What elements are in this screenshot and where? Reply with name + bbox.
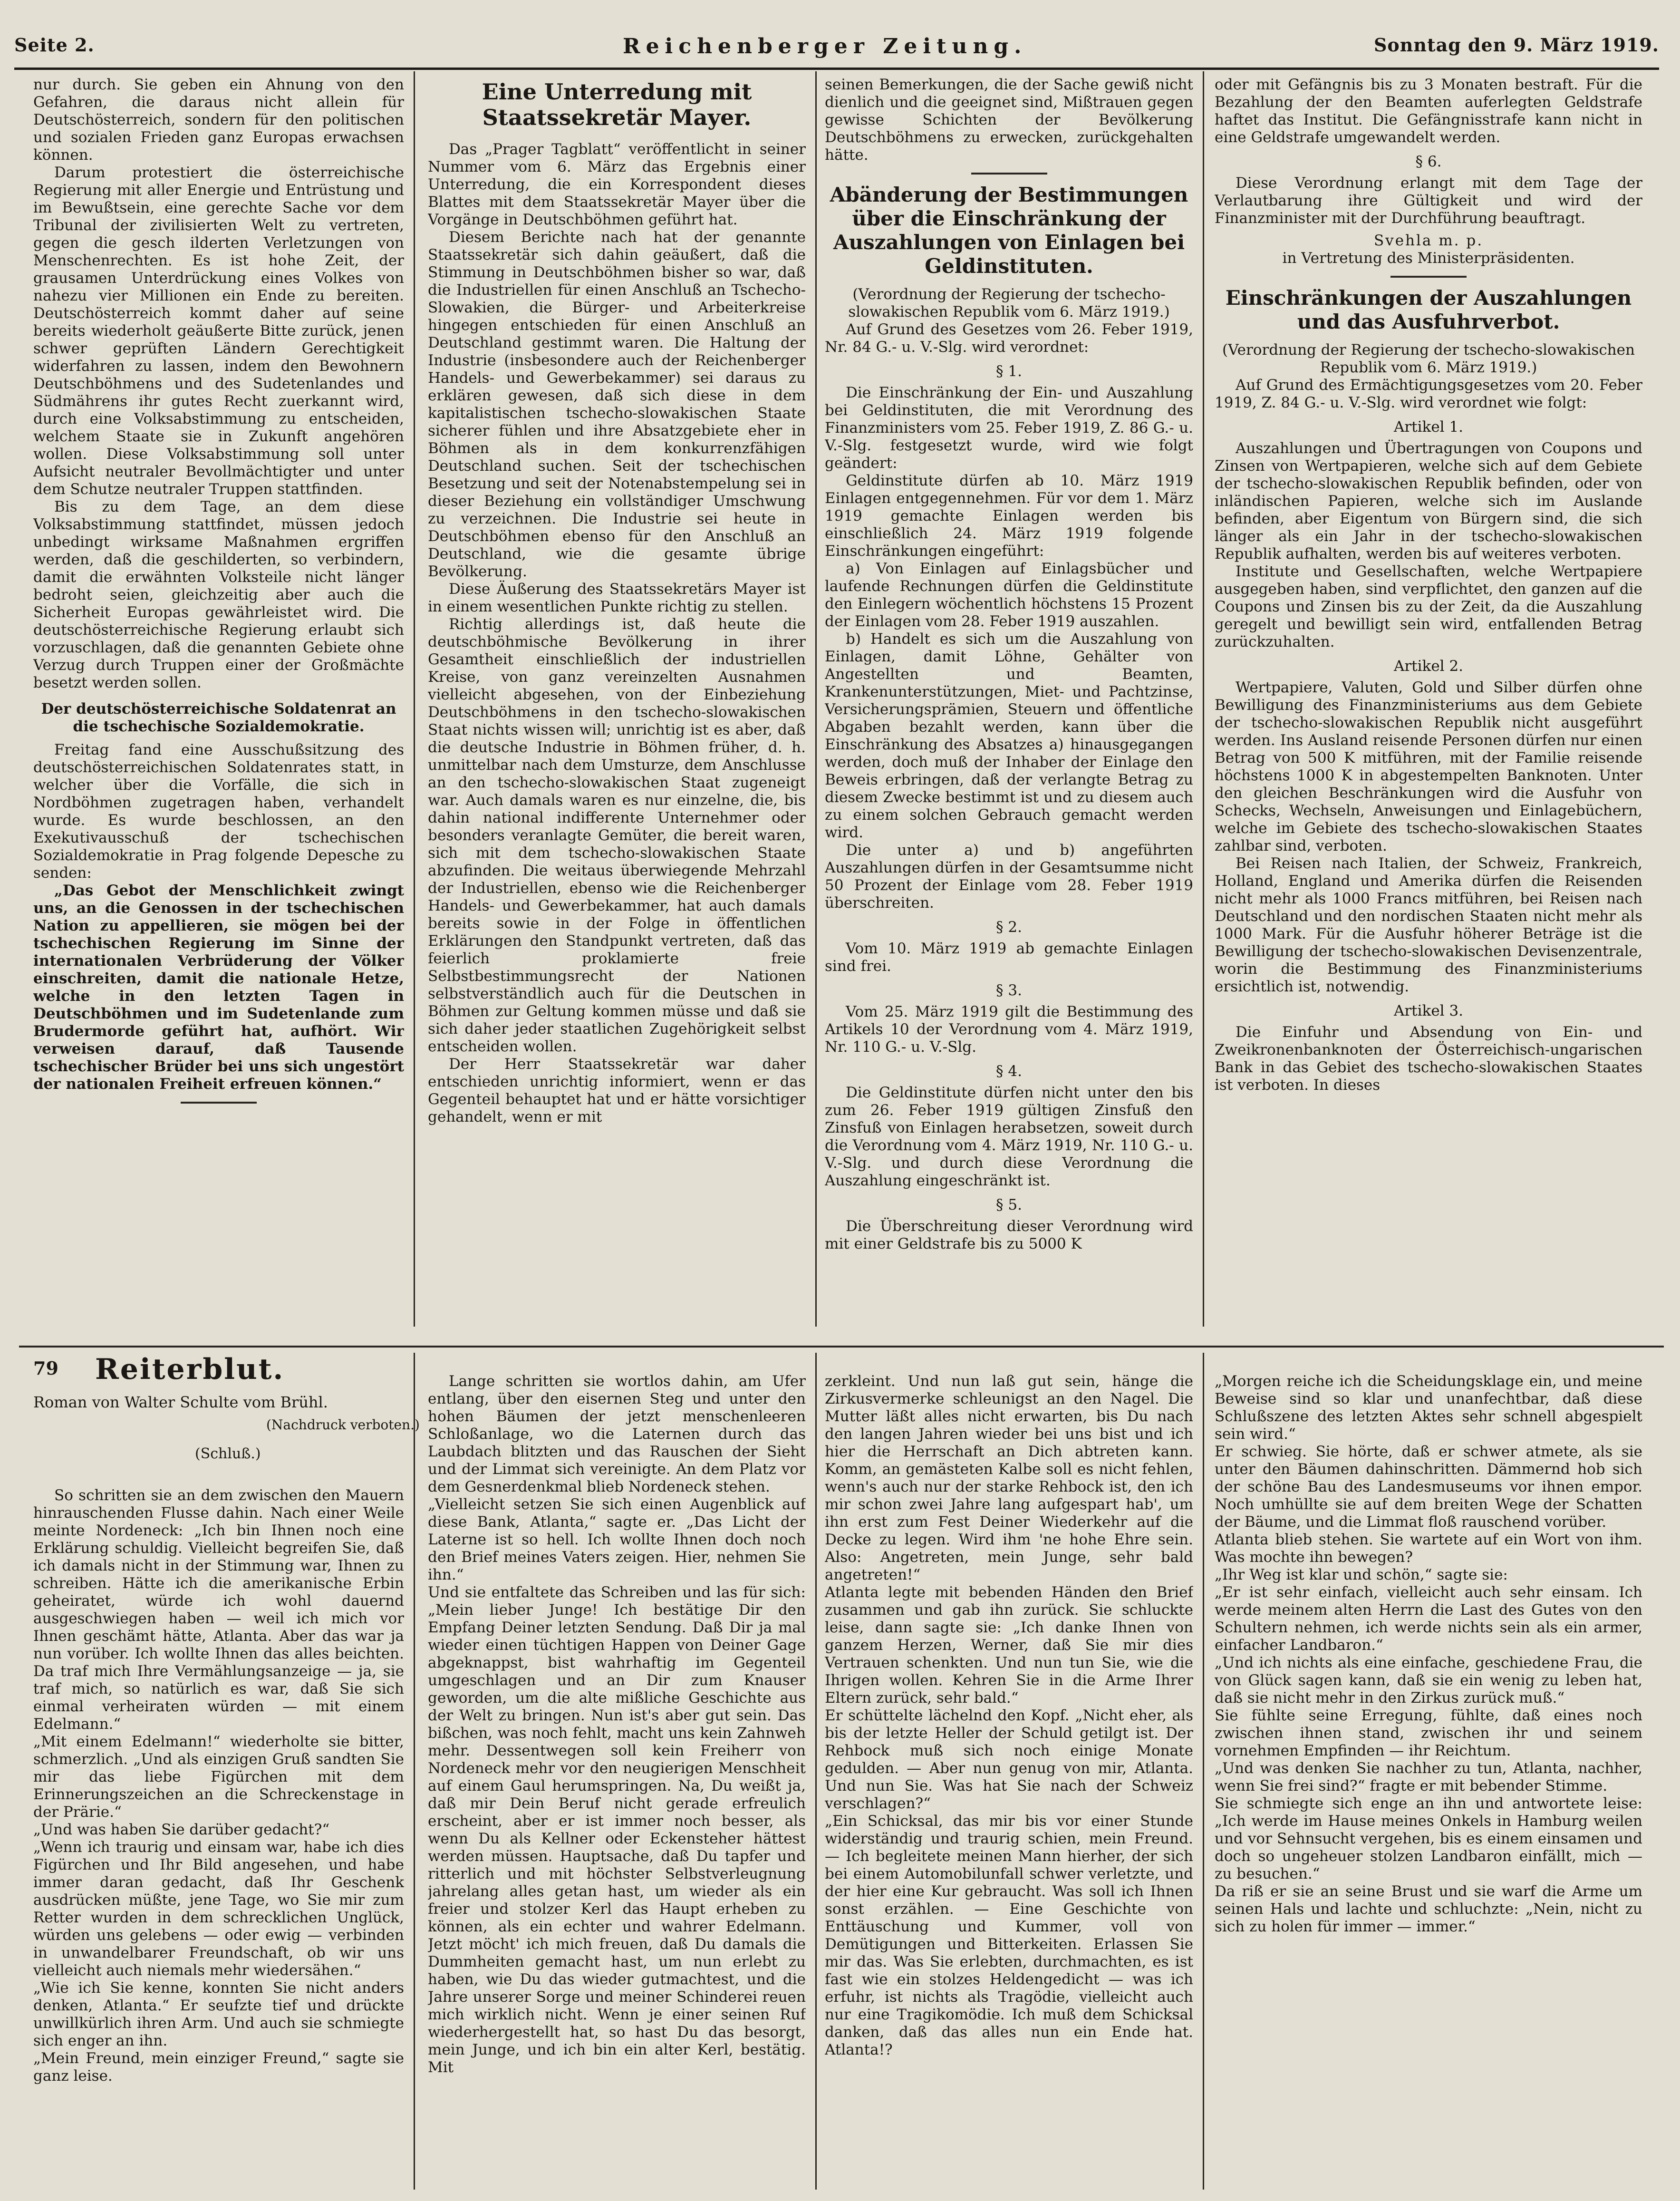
article-text: Diese Verordnung erlangt mit dem Tage der Verlautbarung ihre Gültigkeit und wird der Finanzminister mit der Durchführung beauftragt. [1215,175,1642,227]
article-text: Die Überschreitung dieser Verordnung wird mit einer Geldstrafe bis zu 5000 K [825,1218,1193,1252]
column-4 [1215,76,1642,1327]
article-text: Darum protestiert die österreichische Regierung mit aller Energie und Entrüstung und im Bewußtsein, eine gerechte Sache vor dem Tribunal der zivilisierten Welt zu vertreten, gegen die gesch ilderten Verletzungen von Menschenrechten. Es ist hohe Zeit, der grausamen Unterdrückung eines Volkes von nahezu vier Millionen ein Ende zu bereiten. Deutschösterreich kommt daher auf seine bereits wiederholt geäußerte Bitte zurück, jenen schwer geprüften Ländern Gerechtigkeit widerfahren zu lassen, indem den Bewohnern Deutschböhmens und des Sudetenlandes und Südmährens ihr gutes Recht zuerkannt wird, durch eine Volksabstimmung zu entscheiden, welchem Staate sie in Zukunft angehören wollen. Diese Volksabstimmung soll unter Aufsicht neutraler Bevollmächtigter und unter dem Schutze neutraler Truppen stattfinden. [33,164,404,498]
column-3 [825,76,1193,1327]
article-rule [971,173,1047,175]
column-rule [414,71,415,1327]
article-heading: Abänderung der Bestimmungen über die Einschränkung der Auszahlungen von Einlagen bei Geldinstituten. [830,183,1188,278]
story-author: Roman von Walter Schulte vom Brühl. [33,1393,328,1411]
story-column-3 [825,1355,1193,2192]
article-text: Institute und Gesellschaften, welche Wertpapiere ausgegeben haben, sind verpflichtet, den ganzen auf die Coupons und Zinsen bis zu der Zeit, da die Auszahlung geregelt und bewilligt sein wird, entfallenden Betrag zurückzuhalten. [1215,563,1642,650]
story-title: Reiterblut. [95,1353,285,1386]
article-text: Auszahlungen und Übertragungen von Coupons und Zinsen von Wertpapieren, welche sich auf dem Gebiete der tschecho-slowakischen Republik befinden, oder von inländischen Papieren, welche sich im Auslande befinden, aber Eigentum von Bürgern sind, die sich länger als ein Jahr in der tschecho-slowakischen Republik aufhalten, werden bis auf weiteres verboten. [1215,440,1642,562]
installment-number: 79 [33,1357,58,1379]
story-text: So schritten sie an dem zwischen den Mauern hinrauschenden Flusse dahin. Nach einer Weile meinte Nordeneck: „Ich bin Ihnen noch eine Erklärung schuldig. Vielleicht begreifen Sie, daß ich damals nicht in der Stimmung war, Ihnen zu schreiben. Hätte ich die amerikanische Erbin geheiratet, würde ich wohl dauernd ausgeschwiegen haben — weil ich mich vor Ihnen geschämt hätte, Atlanta. Aber das war ja nun vorüber. Ich wollte Ihnen das alles beichten. Da traf mich Ihre Vermählungsanzeige — ja, sie traf mich, so natürlich es war, daß Sie sich einmal verheiraten würden — mit einem Edelmann.“ „Mit einem Edelmann!“ wiederholte sie bitter, schmerzlich. „Und als einzigen Gruß sandten Sie mir das liebe Figürchen mit dem Erinnerungszeichen an die Schreckenstage in der Prärie.“ „Und was haben Sie darüber gedacht?“ „Wenn ich traurig und einsam war, habe ich dies Figürchen und Ihr Bild angesehen, und habe immer daran gedacht, daß Ihr Geschenk ausdrücken müßte, jene Tage, wo Sie mir zum Retter wurden in dem schrecklichen Unglück, würden uns gelebens — oder ewig — verbinden in unwandelbarer Freundschaft, ob wir uns vielleicht auch niemals mehr wiedersähen.“ „Wie ich Sie kenne, konnten Sie nicht anders denken, Atlanta.“ Er seufzte tief und drückte unwillkürlich ihren Arm. Und auch sie schmiegte sich enger an ihn. „Mein Freund, mein einziger Freund,“ sagte sie ganz leise. [33,1487,404,2085]
story-text: Lange schritten sie wortlos dahin, am Ufer entlang, über den eisernen Steg und unter den hohen Bäumen der jetzt menschenleeren Schloßanlage, wo die Laternen durch das Laubdach blitzten und das Rauschen der Sieht und der Limmat sich vereinigte. An dem Platz vor dem Gesnerdenkmal blieb Nordeneck stehen. „Vielleicht setzen Sie sich einen Augenblick auf diese Bank, Atlanta,“ sagte er. „Das Licht der Laterne ist so hell. Ich wollte Ihnen doch noch den Brief meines Vaters zeigen. Hier, nehmen Sie ihn.“ Und sie entfaltete das Schreiben und las für sich: „Mein lieber Junge! Ich bestätige Dir den Empfang Deiner letzten Sendung. Daß Dir ja mal wieder einen tüchtigen Happen von Deiner Gage abgeknappst, bist wahrhaftig im Gegenteil umgeschlagen und an Dir zum Knauser geworden, um die alte mißliche Geschichte aus der Welt zu bringen. Nun ist's aber gut sein. Das bißchen, was noch fehlt, macht uns kein Zahnweh mehr. Dessentwegen soll kein Freiherr von Nordeneck mehr vor den neugierigen Menschheit auf einem Gaul herumspringen. Na, Du weißt ja, daß mir Dein Beruf nicht gerade erfreulich erscheint, aber er ist immer noch besser, als wenn Du als Kellner oder Eckensteher hättest werden müssen. Hauptsache, daß Du tapfer und ritterlich und mit höchster Selbstverleugnung jahrelang alles getan hast, um wieder als ein freier und stolzer Kerl das Haupt erheben zu können, als ein echter und wahrer Edelmann. Jetzt möcht' ich mich freuen, daß Du damals die Dummheiten gemacht hast, um nun erlebt zu haben, wie Du das wieder gutmachtest, und die Jahre unserer Sorge und meiner Schinderei reuen mich wirklich nicht. Wenn je einer seinen Ruf wiederhergestellt hat, so hast Du das besorgt, mein Junge, und ich bin ein alter Kerl, bestätig. Mit [428,1373,806,2076]
article-heading: Einschränkungen der Auszahlungen und das Ausfuhrverbot. [1225,286,1632,333]
article-text: Geldinstitute dürfen ab 10. März 1919 Einlagen entgegennehmen. Für vor dem 1. März 1919 gemachte Einlagen werden bis einschließlich 24. März 1919 folgende Einschränkungen eingeführt: [825,472,1193,560]
article-number: Artikel 1. [1393,418,1464,436]
article-heading: Eine Unterredung mit Staatssekretär Mayer. [482,79,752,130]
issue-date: Sonntag den 9. März 1919. [1373,34,1659,56]
story-text: „Morgen reiche ich die Scheidungsklage ein, und meine Beweise sind so klar und unanfechtbar, daß diese Schlußszene des letzten Aktes sehr schnell abgespielt sein wird.“ Er schwieg. Sie hörte, daß er schwer atmete, als sie unter den Bäumen dahinschritten. Dämmernd hob sich der schöne Bau des Landesmuseums vor ihnen empor. Noch umhüllte sie auf dem breiten Wege der Schatten der Bäume, und die Limmat floß rauschend vorüber. Atlanta blieb stehen. Sie wartete auf ein Wort von ihm. Was mochte ihn bewegen? „Ihr Weg ist klar und schön,“ sagte sie: „Er ist sehr einfach, vielleicht auch sehr einsam. Ich werde meinem alten Herrn die Last des Gutes von den Schultern nehmen, ich werde nichts sein als ein armer, einfacher Landbaron.“ „Und ich nichts als eine einfache, geschiedene Frau, die von Glück sagen kann, daß sie ein wenig zu leben hat, daß sie nicht mehr in den Zirkus zurück muß.“ Sie fühlte seine Erregung, fühlte, daß eines noch zwischen ihnen stand, zwischen ihr und seinem vornehmen Empfinden — ihr Reichtum. „Und was denken Sie nachher zu tun, Atlanta, nachher, wenn Sie frei sind?“ fragte er mit bebender Stimme. Sie schmiegte sich enge an ihn und antwortete leise: „Ich werde im Hause meines Onkels in Hamburg weilen und vor Sehnsucht vergehen, bis es einem einsamen und doch so ungeheuer stolzen Landbaron einfällt, mich — zu besuchen.“ Da riß er sie an seine Brust und sie warf die Arme um seinen Hals und lachte und schluchzte: „Nein, nicht zu sich zu holen für immer — immer.“ [1215,1373,1642,1935]
article-text: Wertpapiere, Valuten, Gold und Silber dürfen ohne Bewilligung des Finanzministeriums aus dem Gebiete der tschecho-slowakischen Republik nicht ausgeführt werden. Ins Ausland reisende Personen dürfen nur einen Betrag von 500 K mitführen, mit der Familie reisende höchstens 1000 K in abgestempelten Banknoten. Unter den gleichen Beschränkungen wird die Ausfuhr von Schecks, Wechseln, Anweisungen und Einlagebüchern, welche im Gebiete des tschecho-slowakischen Staates zahlbar sind, verboten. [1215,679,1642,854]
section-number: § 5. [996,1196,1022,1213]
end-rule [181,1102,257,1104]
article-text: Bis zu dem Tage, an dem diese Volksabstimmung stattfindet, müssen jedoch unbedingt wirksame Maßnahmen ergriffen werden, daß die geschilderten, so verbindern, damit die erwähnten Volksteile nicht länger bedroht seien, gleichzeitig aber auch die Sicherheit Europas gewährleistet wird. Die deutschösterreichische Regierung erlaubt sich vorzuschlagen, daß die genannten Gebiete ohne Verzug durch Truppen einer der Großmächte besetzt werden sollen. [33,498,404,691]
page-number: Seite 2. [14,34,95,56]
section-number: § 2. [996,919,1022,936]
article-text: Vom 25. März 1919 gilt die Bestimmung des Artikels 10 der Verordnung vom 4. März 1919, Nr. 110 G.- u. V.-Slg. [825,1003,1193,1056]
article-text: Freitag fand eine Ausschußsitzung des deutschösterreichischen Soldatenrates statt, in welcher über die Vorfälle, die sich in Nordböhmen zugetragen haben, verhandelt wurde. Es wurde beschlossen, an den Exekutivausschuß der tschechischen Sozialdemokratie in Prag folgende Depesche zu senden: [33,741,404,882]
article-text: Die Einschränkung der Ein- und Auszahlung bei Geldinstituten, die mit Verordnung des Finanzministers vom 25. Feber 1919, Z. 86 G.- u. V.-Slg. festgesetzt wurde, wird wie folgt geändert: [825,384,1193,472]
section-number: § 1. [996,363,1022,380]
article-text: Die unter a) und b) angeführten Auszahlungen dürfen in der Gesamtsumme nicht 50 Prozent der Einlage vom 28. Feber 1919 überschreiten. [825,842,1193,911]
signature-note: in Vertretung des Ministerpräsidenten. [1282,250,1575,267]
column-rule [815,71,817,1327]
masthead [14,34,1659,70]
article-text: Auf Grund des Ermächtigungsgesetzes vom 20. Feber 1919, Z. 84 G.- u. V.-Slg. wird verordnet wie folgt: [1215,377,1642,411]
section-number: § 3. [996,982,1022,999]
article-text: Die Geldinstitute dürfen nicht unter den bis zum 26. Feber 1919 gültigen Zinsfuß den Zinsfuß von Einlagen herabsetzen, soweit durch die Verordnung vom 4. März 1919, Nr. 110 G.- u. V.-Slg. und durch diese Verordnung die Auszahlung eingeschränkt ist. [825,1084,1193,1189]
article-text: Bei Reisen nach Italien, der Schweiz, Frankreich, Holland, England und Amerika dürfen die Reisenden nicht mehr als 1000 Francs mitführen, bei Reisen nach Deutschland und den nordischen Staaten nicht mehr als 1000 Mark. Für die Ausfuhr höherer Beträge ist die Bewilligung der tschecho-slowakischen Devisenzentrale, worin die Bestimmung des Finanzministeriums ersichtlich ist, notwendig. [1215,855,1642,995]
article-text: Das „Prager Tagblatt“ veröffentlicht in seiner Nummer vom 6. März das Ergebnis einer Unterredung, die ein Korrespondent dieses Blattes mit dem Staatssekretär Mayer über die Vorgänge in Deutschböhmen geführt hat. [428,141,806,228]
section-number: § 6. [1415,153,1442,170]
section-number: § 4. [996,1063,1022,1080]
story-text: zerkleint. Und nun laß gut sein, hänge die Zirkusvermerke schleunigst an den Nagel. Die Mutter läßt alles nicht erwarten, bis Du nach den langen Jahren wieder bei uns bist und ich hier die Herrschaft an Dich abtreten kann. Komm, an gemästeten Kalbe soll es nicht fehlen, wenn's auch nur der starke Rehbock ist, den ich mir schon zwei Jahre lang aufgespart hab', um ihn erst zum Fest Deiner Wiederkehr auf die Decke zu legen. Wird ihm 'ne hohe Ehre sein. Also: Angetreten, mein Junge, sehr bald angetreten!“ Atlanta legte mit bebenden Händen den Brief zusammen und gab ihn zurück. Sie schluckte leise, dann sagte sie: „Ich danke Ihnen von ganzem Herzen, Werner, daß Sie mir dies Vertrauen schenkten. Und nun tun Sie, wie die Ihrigen wollen. Kehren Sie in die Arme Ihrer Eltern zurück, sehr bald.“ Er schüttelte lächelnd den Kopf. „Nicht eher, als bis der letzte Heller der Schuld getilgt ist. Der Rehbock muß sich noch einige Monate gedulden. — Aber nun genug von mir, Atlanta. Und nun Sie. Was hat Sie nach der Schweiz verschlagen?“ „Ein Schicksal, das mir bis vor einer Stunde widerständig und traurig schien, mein Freund. — Ich begleitete meinen Mann hierher, der sich bei einem Automobilunfall schwer verletzte, und der hier eine Kur gebraucht. Was soll ich Ihnen sonst erzählen. — Eine Geschichte von Enttäuschung und Kummer, voll von Demütigungen und Bitterkeiten. Erlassen Sie mir das. Was Sie erlebten, durchmachten, es ist fast wie ein stolzes Heldengedicht — was ich erfuhr, ist nichts als Tragödie, vielleicht auch nur eine Tragikomödie. Ich muß dem Schicksal danken, daß das alles nun ein Ende hat. Atlanta!? [825,1373,1193,2058]
article-text: Diese Äußerung des Staatssekretärs Mayer ist in einem wesentlichen Punkte richtig zu stellen. [428,581,806,615]
ordinance-intro: (Verordnung der Regierung der tschecho-slowakischen Republik vom 6. März 1919.) [1222,341,1635,376]
signature: Svehla m. p. [1373,232,1484,249]
article-text: Auf Grund des Gesetzes vom 26. Feber 1919, Nr. 84 G.- u. V.-Slg. wird verordnet: [825,321,1193,356]
telegram-text: „Das Gebot der Menschlichkeit zwingt uns, an die Genossen in der tschechischen Nation zu appellieren, sie mögen bei der tschechischen Regierung im Sinne der internationalen Verbrüderung der Völker einschreiten, damit die nationale Hetze, welche in den letzten Tagen in Deutschböhmen und im Sudetenlande zum Brudermorde geführt hat, aufhört. Wir verweisen darauf, daß Tausende tschechischer Brüder bei uns sich ungestört der nationalen Freiheit erfreuen können.“ [33,882,404,1093]
story-column-2 [428,1355,806,2192]
column-rule [1203,71,1204,1327]
article-number: Artikel 3. [1393,1002,1464,1019]
article-text: nur durch. Sie geben ein Ahnung von den Gefahren, die daraus nicht allein für Deutschösterreich, sondern für den politischen und sozialen Frieden ganz Europas erwachsen können. [33,76,404,164]
article-text: seinen Bemerkungen, die der Sache gewiß nicht dienlich und die geeignet sind, Mißtrauen gegen gewisse Schichten der Bevölkerung Deutschböhmens zu erwecken, zurückgehalten hätte. [825,76,1193,164]
story-column-4 [1215,1355,1642,2192]
reprint-note: (Nachdruck verboten.) [266,1417,420,1433]
article-number: Artikel 2. [1393,658,1464,675]
column-2 [428,76,806,1327]
installment-note: (Schluß.) [195,1445,261,1462]
newspaper-title: Reichenberger Zeitung. [623,34,1027,58]
ordinance-intro: (Verordnung der Regierung der tschecho-slowakischen Republik vom 6. März 1919.) [848,286,1170,320]
column-rule [815,1353,817,2190]
article-text: Richtig allerdings ist, daß heute die deutschböhmische Bevölkerung in ihrer Gesamtheit einschließlich der industriellen Kreise, von ganz vereinzelten Ausnahmen vielleicht abgesehen, von der Einbeziehung Deutschböhmens in den tschecho-slowakischen Staat nichts wissen will; unrichtig ist es aber, daß die deutsche Industrie in Böhmen früher, d. h. unmittelbar nach dem Umsturze, dem Anschlusse an den tschecho-slowakischen Staat zugeneigt war. Auch damals waren es nur einzelne, die, bis dahin national indifferente Unternehmer oder besonders veranlagte Gemüter, die bereit waren, sich mit dem tschecho-slowakischen Staate abzufinden. Die weitaus überwiegende Mehrzahl der Industriellen, ebenso wie die Reichenberger Handels- und Gewerbekammer, hat auch damals bereits sowie in der Folge in öffentlichen Erklärungen den Standpunkt vertreten, daß das feierlich proklamierte freie Selbstbestimmungsrecht der Nationen selbstverständlich auch für die Deutschen in Böhmen zur Geltung kommen müsse und daß sie sich daher jeder staatlichen Zugehörigkeit selbst entscheiden wollen. [428,616,806,1055]
article-rule [1390,276,1467,278]
article-text: Der Herr Staatssekretär war daher entschieden unrichtig informiert, wenn er das Gegenteil behauptet hat und er hätte vorsichtiger gehandelt, wenn er mit [428,1056,806,1125]
article-text: oder mit Gefängnis bis zu 3 Monaten bestraft. Für die Bezahlung der den Beamten auferlegten Geldstrafe haftet das Institut. Die Gefängnisstrafe kann nicht in eine Geldstrafe umgewandelt werden. [1215,76,1642,146]
column-rule [1203,1353,1204,2190]
section-divider [19,1346,1664,1348]
column-rule [414,1353,415,2190]
column-1 [33,76,404,1327]
subheading: Der deutschösterreichische Soldatenrat an die tschechische Sozialdemokratie. [41,700,396,735]
article-text: a) Von Einlagen auf Einlagsbücher und laufende Rechnungen dürfen die Geldinstitute den Einlegern wöchentlich höchstens 15 Prozent der Einlagen vom 28. Feber 1919 auszahlen. [825,560,1193,630]
article-text: b) Handelt es sich um die Auszahlung von Einlagen, damit Löhne, Gehälter von Angestellten und Beamten, Krankenunterstützungen, Miet- und Pachtzinse, Versicherungsprämien, Steuern und öffentliche Abgaben bezahlt werden, kann über die Einschränkung des Absatzes a) hinausgegangen werden, doch muß der Inhaber der Einlage den Beweis erbringen, daß der verlangte Betrag zu diesem Zwecke bestimmt ist und zu diesem auch zu einem solchen Gebrauch gemacht werden wird. [825,630,1193,841]
story-column-1 [33,1469,404,2192]
article-text: Diesem Berichte nach hat der genannte Staatssekretär sich dahin geäußert, daß die Stimmung in Deutschböhmen bisher so war, daß die Industriellen für einen Anschluß an Tschecho-Slowakien, die Bürger- und Arbeiterkreise hingegen entschieden für einen Anschluß an Deutschland gestimmt waren. Die Haltung der Industrie (insbesondere auch der Reichenberger Handels- und Gewerbekammer) sei daraus zu erklären gewesen, daß sich diese in dem kapitalistischen tschecho-slowakischen Staate sicherer fühlen und ihre Absatzgebiete eher in Böhmen als in dem konkurrenzfähigen Deutschland suchen. Seit der tschechischen Besetzung und seit der Notenabstempelung sei in dieser Beziehung ein vollständiger Umschwung zu verzeichnen. Die Industrie sei heute in Deutschböhmen ebenso für den Anschluß an Deutschland, wie die gesamte übrige Bevölkerung. [428,229,806,580]
article-text: Die Einfuhr und Absendung von Ein- und Zweikronenbanknoten der Österreichisch-ungarischen Bank in das Gebiet des tschecho-slowakischen Staates ist verboten. In dieses [1215,1024,1642,1094]
article-text: Vom 10. März 1919 ab gemachte Einlagen sind frei. [825,940,1193,975]
